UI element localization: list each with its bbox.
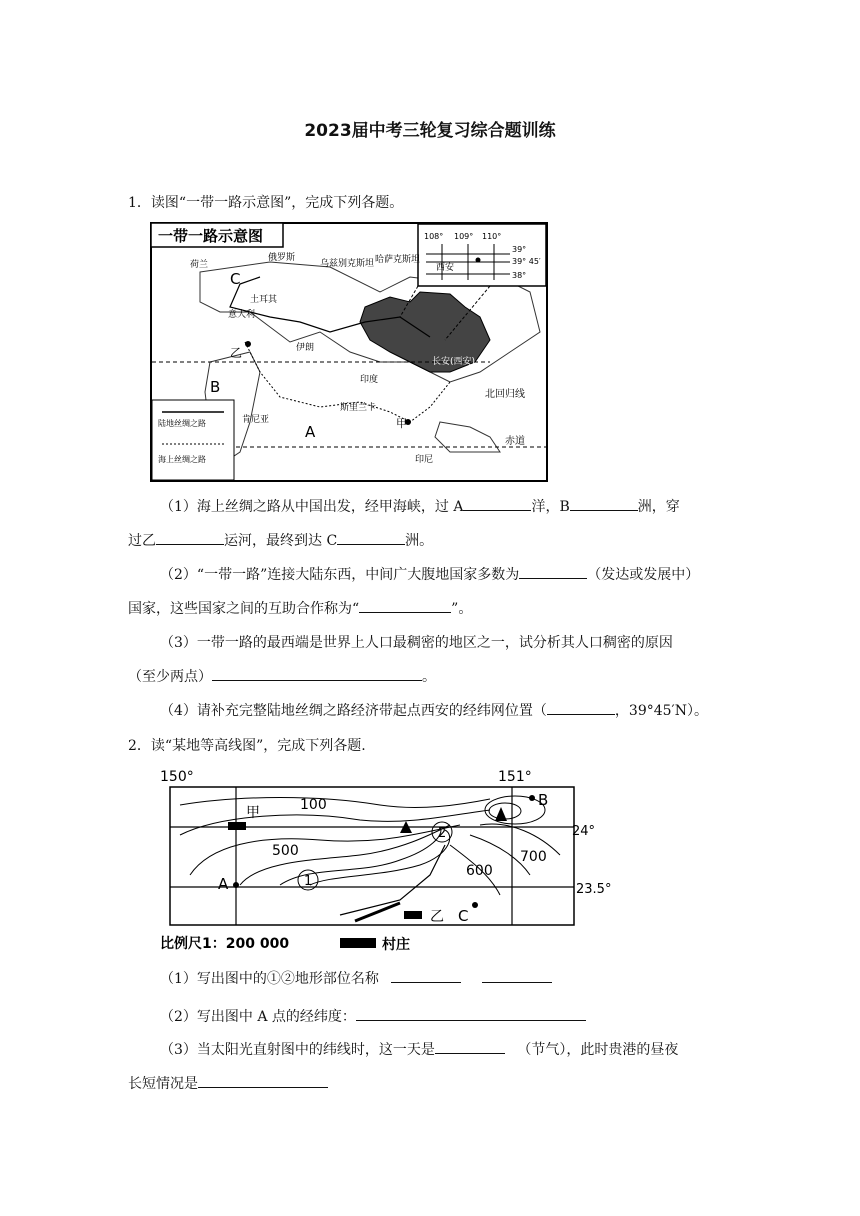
contour-100: 100 (300, 797, 327, 813)
contour-700: 700 (520, 849, 547, 865)
inset-lon-110: 110° (482, 232, 502, 241)
lat-23-5: 23.5° (576, 882, 612, 897)
answer-blank[interactable] (212, 666, 422, 681)
q1-part3-cont (128, 660, 738, 694)
q1-s2-a: （2）“一带一路”连接大陆东西，中间广大腹地国家多数为 (160, 567, 520, 583)
q2-part2 (128, 1000, 738, 1034)
answer-blank[interactable] (156, 530, 224, 545)
inset-lat-38: 38° (512, 271, 527, 280)
answer-blank[interactable] (463, 496, 531, 511)
page-title: 2023届中考三轮复习综合题训练 (304, 121, 556, 141)
q1-s4-b: ，39°45′N）。 (614, 703, 708, 719)
q1-part4 (128, 694, 748, 728)
answer-blank[interactable] (391, 968, 461, 983)
scale-label: 比例尺1：200 000 (160, 936, 290, 952)
inset-lon-109: 109° (454, 232, 474, 241)
q1-part1 (128, 490, 738, 524)
label-A: A (305, 423, 316, 441)
answer-blank[interactable] (482, 968, 552, 983)
label-india: 印度 (360, 375, 379, 385)
q1-s1-c: 洲，穿 (637, 499, 680, 515)
q1-s2-b: （发达或发展中） (587, 567, 700, 583)
q1-s1-f: 洲。 (405, 533, 434, 549)
answer-blank[interactable] (435, 1039, 505, 1054)
label-yi: 乙 (230, 346, 243, 360)
lon-150: 150° (160, 769, 194, 785)
label-srilanka: 斯里兰卡 (340, 403, 377, 413)
label-iran: 伊朗 (296, 343, 315, 353)
answer-blank[interactable] (356, 1006, 586, 1021)
village-legend: 村庄 (382, 937, 410, 953)
q1-s1-a: （1）海上丝绸之路从中国出发，经甲海峡，过 A (160, 499, 464, 515)
answer-blank[interactable] (519, 564, 587, 579)
label-jia: 甲 (396, 417, 407, 430)
inset-city: 西安 (436, 263, 455, 273)
label-kazakh: 哈萨克斯坦 (375, 255, 421, 265)
legend-land: 陆地丝绸之路 (158, 419, 206, 428)
marker-2: 2 (438, 826, 447, 841)
label-jia: 甲 (246, 805, 260, 821)
contour-map (160, 765, 612, 955)
map1-title: 一带一路示意图 (158, 227, 264, 245)
q2-s3-c: 长短情况是 (128, 1076, 198, 1092)
q2-s2: （2）写出图中 A 点的经纬度： (160, 1009, 356, 1025)
label-indonesia: 印尼 (415, 455, 434, 465)
label-turkey: 土耳其 (250, 295, 278, 305)
q2-part3-cont (128, 1067, 738, 1101)
q1-s1-d: 过乙 (128, 533, 156, 549)
answer-blank[interactable] (359, 598, 451, 613)
contour-600: 600 (466, 863, 493, 879)
label-uzbek: 乌兹别克斯坦 (320, 259, 375, 269)
q2-s3-a: （3）当太阳光直射图中的纬线时，这一天是 (160, 1042, 435, 1058)
q1-s1-b: 洋，B (531, 499, 570, 515)
q2-part1 (128, 962, 738, 996)
label-holland: 荷兰 (190, 260, 209, 270)
question-1-stem: 1．读图“一带一路示意图”，完成下列各题。 (128, 195, 404, 211)
q1-s3-c: 。 (422, 669, 436, 685)
label-italy: 意大利 (228, 310, 256, 320)
label-A: A (218, 875, 229, 893)
q1-s4-a: （4）请补充完整陆地丝绸之路经济带起点西安的经纬网位置（ (160, 703, 547, 719)
lon-151: 151° (498, 769, 532, 785)
inset-lon-108: 108° (424, 232, 444, 241)
q1-s3-a: （3）一带一路的最西端是世界上人口最稠密的地区之一，试分析其人口稠密的原因 (160, 635, 673, 651)
inset-lat-39: 39° (512, 245, 527, 254)
q1-s3-b: （至少两点） (128, 669, 212, 685)
contour-500: 500 (272, 843, 299, 859)
q2-s3-b: （节气），此时贵港的昼夜 (517, 1042, 679, 1058)
answer-blank[interactable] (570, 496, 638, 511)
marker-1: 1 (304, 874, 313, 889)
q1-part2 (128, 558, 738, 592)
legend-sea: 海上丝绸之路 (158, 455, 206, 464)
belt-road-map (150, 222, 548, 482)
q1-part3 (128, 626, 738, 660)
q1-s1-e: 运河，最终到达 C (224, 533, 338, 549)
q1-s2-c: 国家，这些国家之间的互助合作称为“ (128, 601, 360, 617)
q2-s1: （1）写出图中的①②地形部位名称 (160, 971, 379, 987)
label-russia: 俄罗斯 (268, 253, 296, 263)
question-2-stem: 2．读“某地等高线图”，完成下列各题. (128, 738, 366, 754)
label-tropic: 北回归线 (485, 389, 525, 400)
q1-s2-d: ”。 (451, 601, 473, 617)
inset-lat-3945: 39° 45′ (512, 257, 541, 266)
q1-part1-cont (128, 524, 738, 558)
answer-blank[interactable] (337, 530, 405, 545)
label-kenya: 肯尼亚 (242, 415, 270, 425)
lat-24: 24° (572, 824, 596, 839)
label-B: B (210, 378, 221, 396)
label-yi: 乙 (430, 909, 444, 925)
label-equator: 赤道 (505, 436, 525, 447)
q2-part3 (128, 1033, 738, 1067)
label-C: C (230, 270, 241, 288)
answer-blank[interactable] (198, 1073, 328, 1088)
label-C: C (458, 907, 469, 925)
label-xian: 长安(西安) (432, 357, 476, 367)
label-B: B (538, 791, 549, 809)
answer-blank[interactable] (547, 700, 615, 715)
q1-part2-cont (128, 592, 738, 626)
